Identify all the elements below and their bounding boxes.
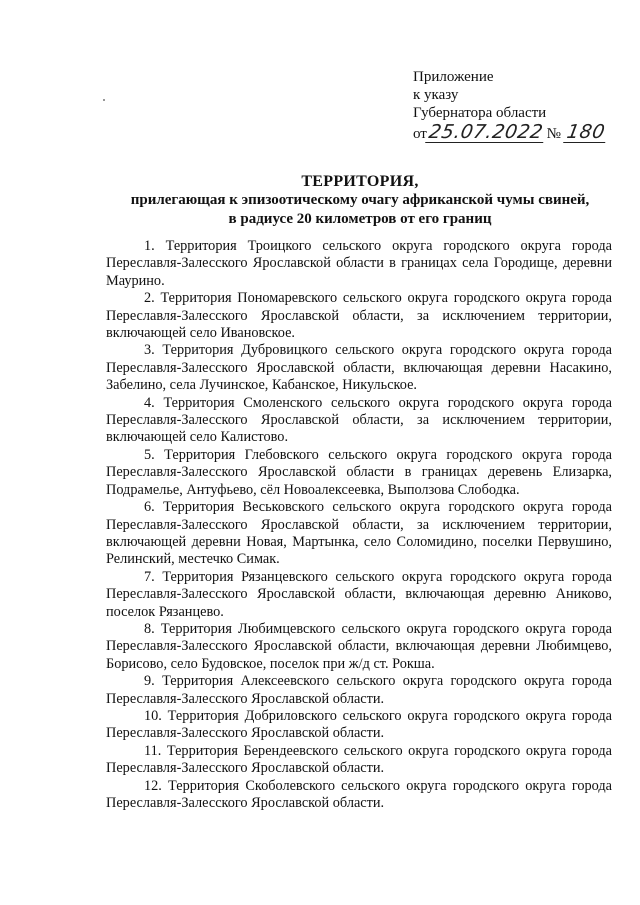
territory-item-9: 9. Территория Алексеевского сельского округа городского округа города Переславля-Залесского Ярославской области. <box>106 673 612 707</box>
handwritten-date: 25.07.2022 <box>427 121 545 143</box>
appendix-label: Приложение <box>413 69 494 85</box>
territory-item-3: 3. Территория Дубровицкого сельского округа городского округа города Переславля-Залесского Ярославской области, включающая деревни Насакино, Забелино, села Лучинское, Кабанское, Никульское. <box>106 342 612 394</box>
territory-item-2: 2. Территория Пономаревского сельского округа городского округа города Переславля-Залесского Ярославской области, за исключением территории, включающей село Ивановское. <box>106 290 612 342</box>
title-subtitle-line-2: в радиусе 20 километров от его границ <box>228 211 492 227</box>
territory-item-6: 6. Территория Веськовского сельского округа городского округа города Переславля-Залесского Ярославской области, за исключением территории, включающей деревни Новая, Мартынка, село Соломидино, поселки Первушино, Релинский, местечко Симак. <box>106 499 612 568</box>
from-label: от <box>413 126 427 142</box>
title-subtitle-line-1: прилегающая к эпизоотическому очагу африканской чумы свиней, <box>130 192 590 208</box>
territory-item-5: 5. Территория Глебовского сельского округа городского округа города Переславля-Залесского Ярославской области в границах деревень Елизарка, Подрамелье, Антуфьево, сёл Новоалексеевка, Выползова Слободка. <box>106 446 612 498</box>
territory-item-7: 7. Территория Рязанцевского сельского округа городского округа города Переславля-Залесского Ярославской области, включающая деревню Аниково, поселок Рязанцево. <box>106 568 612 620</box>
decree-date-number-row <box>413 122 633 143</box>
territory-item-1: 1. Территория Троицкого сельского округа городского округа города Переславля-Залесского Ярославской области в границах села Городище, деревни Маурино. <box>106 238 612 289</box>
title-main: ТЕРРИТОРИЯ, <box>301 173 419 190</box>
appendix-governor-label: Губернатора области <box>413 105 547 121</box>
handwritten-number: 180 <box>565 121 607 143</box>
territory-item-12: 12. Территория Скоболевского сельского округа городского округа города Переславля-Залесского Ярославской области. <box>106 777 612 811</box>
territory-item-8: 8. Территория Любимцевского сельского округа городского округа города Переславля-Залесского Ярославской области, включающая деревни Любимцево, Борисово, село Будовское, поселок при ж/д ст. Рокша. <box>106 620 612 672</box>
number-sign: № <box>546 126 561 142</box>
territory-item-10: 10. Территория Добриловского сельского округа городского округа города Переславля-Залесского Ярославской области. <box>106 707 612 742</box>
appendix-decree-label: к указу <box>413 87 459 103</box>
territory-item-4: 4. Территория Смоленского сельского округа городского округа города Переславля-Залесского Ярославской области, за исключением территории, включающей село Калистово. <box>106 394 612 446</box>
territory-item-11: 11. Территория Берендеевского сельского округа городского округа города Переславля-Залесского Ярославской области. <box>106 742 612 777</box>
document-title <box>100 172 620 229</box>
scan-speck <box>103 99 105 101</box>
territory-list <box>106 238 612 812</box>
appendix-header <box>413 68 633 143</box>
